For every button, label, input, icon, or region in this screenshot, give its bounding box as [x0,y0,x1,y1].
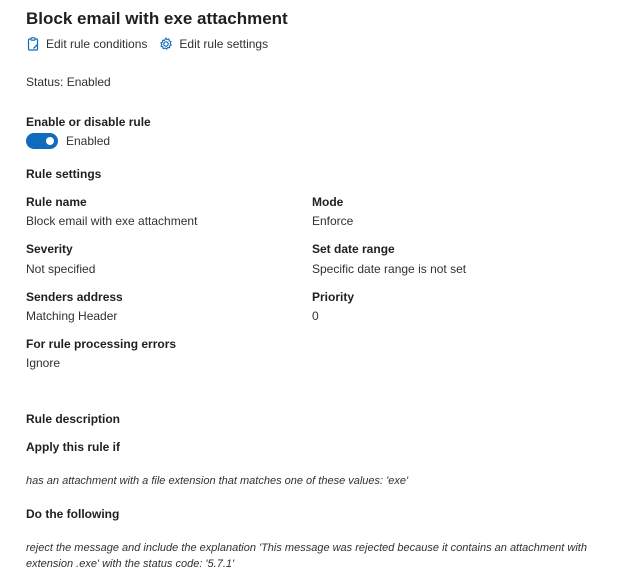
rule-name-value: Block email with exe attachment [26,214,198,228]
processing-errors-value: Ignore [26,356,61,370]
edit-rule-settings-button[interactable] [159,37,268,51]
senders-address-label: Senders address [26,290,123,304]
enable-disable-label: Enable or disable rule [26,115,151,129]
mode-value: Enforce [312,214,354,228]
action-text-line2: extension .exe' with the status code: '5.7.1' [26,558,235,570]
condition-text: has an attachment with a file extension that matches one of these values: 'exe' [26,475,409,487]
date-range-label: Set date range [312,242,395,256]
rule-settings-heading: Rule settings [26,167,102,181]
page-title: Block email with exe attachment [26,9,288,28]
action-text-line1: reject the message and include the explanation 'This message was rejected because it contains an attachment with [26,542,587,554]
rule-description-heading: Rule description [26,412,121,426]
severity-label: Severity [26,242,73,256]
priority-label: Priority [312,290,355,304]
clipboard-edit-icon [26,37,40,51]
enable-toggle-row [26,133,110,149]
enable-toggle-switch[interactable] [26,133,58,149]
severity-value: Not specified [26,262,96,276]
date-range-value: Specific date range is not set [312,262,467,276]
mode-label: Mode [312,195,344,209]
apply-if-label: Apply this rule if [26,440,121,454]
status-text: Status: Enabled [26,75,111,89]
edit-rule-conditions-button[interactable] [26,37,147,51]
do-following-label: Do the following [26,507,120,521]
edit-rule-settings-label: Edit rule settings [179,37,269,51]
gear-icon [159,37,173,51]
senders-address-value: Matching Header [26,309,118,323]
toggle-knob [46,137,54,145]
rule-actions-bar [26,37,268,51]
edit-rule-conditions-label: Edit rule conditions [46,37,148,51]
rule-name-label: Rule name [26,195,87,209]
priority-value: 0 [312,309,319,323]
processing-errors-label: For rule processing errors [26,337,177,351]
toggle-state-label: Enabled [66,134,111,148]
